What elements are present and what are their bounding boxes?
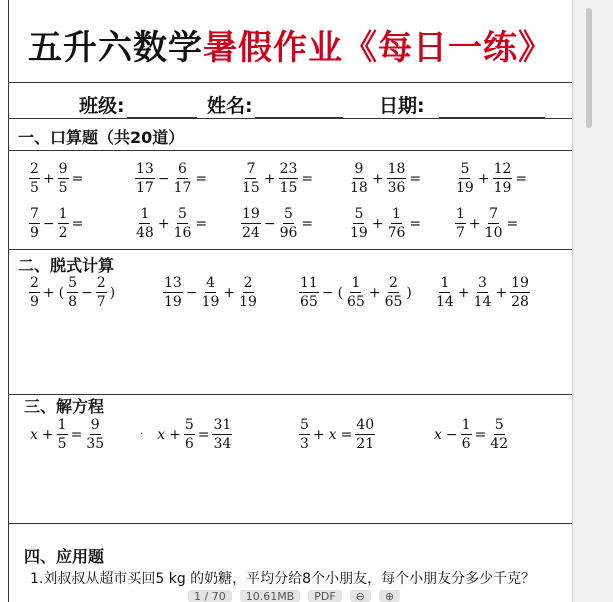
denominator: 5 xyxy=(57,436,67,452)
divider-info xyxy=(8,118,572,119)
operator: + xyxy=(495,284,508,301)
operator: − xyxy=(321,284,334,301)
denominator: 76 xyxy=(387,225,406,241)
fraction xyxy=(67,276,78,309)
date-label: 日期: xyxy=(379,95,425,117)
numerator: 5 xyxy=(494,417,504,433)
numerator: 19 xyxy=(242,206,260,222)
operator: + xyxy=(169,426,181,443)
operator: − xyxy=(81,284,93,301)
fraction xyxy=(58,207,69,240)
file-size: 10.61MB xyxy=(240,590,301,602)
title-text xyxy=(28,20,553,69)
fraction xyxy=(384,276,404,309)
variable: x xyxy=(157,426,166,443)
denominator: 5 xyxy=(30,180,39,196)
fraction xyxy=(238,276,258,309)
operator: = xyxy=(506,215,519,232)
page-title xyxy=(9,0,572,82)
fraction xyxy=(484,207,504,240)
operator: = xyxy=(71,215,84,232)
denominator: 14 xyxy=(473,294,492,310)
numerator: 13 xyxy=(136,161,154,177)
fraction xyxy=(201,276,221,309)
variable: x xyxy=(30,426,38,443)
fraction xyxy=(279,207,299,240)
numerator: 5 xyxy=(300,417,309,433)
denominator: 21 xyxy=(356,436,375,452)
numerator: 5 xyxy=(460,161,470,177)
fraction xyxy=(455,162,475,195)
numerator: 3 xyxy=(478,275,487,291)
fraction xyxy=(29,162,40,195)
operator: = xyxy=(70,426,83,443)
numerator: 2 xyxy=(30,275,39,291)
denominator: 18 xyxy=(350,180,368,196)
fraction xyxy=(435,276,455,309)
operator: − xyxy=(42,215,55,232)
numerator: 4 xyxy=(206,275,215,291)
denominator: 10 xyxy=(484,225,503,241)
operator: + xyxy=(263,170,276,187)
numerator: 1 xyxy=(57,417,67,433)
fraction xyxy=(163,276,183,309)
oral-expr-2 xyxy=(134,162,209,195)
denominator: 19 xyxy=(201,294,220,310)
denominator: 96 xyxy=(279,225,298,241)
denominator: 19 xyxy=(164,294,182,310)
fraction xyxy=(387,162,407,195)
viewer-toolbar xyxy=(188,590,400,602)
numerator: 40 xyxy=(356,417,375,433)
denominator: 34 xyxy=(213,436,232,452)
operator: = xyxy=(197,426,210,443)
section-oral-title: 一、口算题（共20道） xyxy=(18,128,185,147)
fraction xyxy=(387,207,407,240)
zoom-in-icon[interactable]: ⊕ xyxy=(379,590,400,602)
word-problem-1: 1.刘叔叔从超市买回5 kg 的奶糖，平均分给8个小朋友，每个小朋友分多少千克？ xyxy=(30,571,536,587)
denominator: 9 xyxy=(30,225,39,241)
divider-section1 xyxy=(8,150,572,151)
denominator: 3 xyxy=(300,436,309,452)
fraction xyxy=(299,276,319,309)
title-grade: 五升六数学 xyxy=(28,28,203,68)
operator: + xyxy=(368,284,381,301)
numerator: 5 xyxy=(354,206,364,222)
numerator: 5 xyxy=(178,206,187,222)
fraction xyxy=(29,276,40,309)
operator: = xyxy=(409,170,422,187)
operator: + xyxy=(468,215,481,232)
fraction xyxy=(349,162,369,195)
denominator: 19 xyxy=(239,294,257,310)
numerator: 2 xyxy=(243,275,253,291)
denominator: 28 xyxy=(511,294,529,310)
name-label: 姓名: xyxy=(207,95,253,117)
denominator: 19 xyxy=(456,180,474,196)
oral-expr-10 xyxy=(454,207,520,240)
equation-4 xyxy=(432,418,510,451)
operator: = xyxy=(195,215,208,232)
numerator: 7 xyxy=(489,206,499,222)
denominator: 8 xyxy=(68,294,78,310)
section-stepwise-title: 二、脱式计算 xyxy=(18,256,115,275)
denominator: 14 xyxy=(436,294,454,310)
fraction xyxy=(173,162,193,195)
oral-expr-3 xyxy=(240,162,315,195)
page-indicator: 1 / 70 xyxy=(188,590,232,602)
scrollbar-thumb[interactable] xyxy=(586,8,592,128)
numerator: 1 xyxy=(456,206,465,222)
fraction xyxy=(346,276,366,309)
denominator: 6 xyxy=(184,436,194,452)
section-equation-title: 三、解方程 xyxy=(24,397,105,416)
oral-expr-5 xyxy=(454,162,529,195)
denominator: 6 xyxy=(461,436,471,452)
operator: = xyxy=(195,170,208,187)
oral-expr-9 xyxy=(348,207,423,240)
operator: − xyxy=(263,215,276,232)
numerator: 18 xyxy=(387,161,406,177)
fraction xyxy=(349,207,369,240)
name-field xyxy=(207,91,343,118)
fraction xyxy=(241,207,261,240)
stepwise-expr-4 xyxy=(434,276,531,309)
zoom-out-icon[interactable]: ⊖ xyxy=(350,590,371,602)
numerator: 1 xyxy=(392,206,401,222)
fraction xyxy=(58,162,69,195)
fraction xyxy=(96,276,107,309)
variable: x xyxy=(328,426,337,443)
class-label: 班级: xyxy=(79,95,125,117)
denominator: 7 xyxy=(456,225,465,241)
numerator: 12 xyxy=(493,161,512,177)
operator: + xyxy=(477,170,490,187)
operator: = xyxy=(301,170,314,187)
fraction xyxy=(135,207,155,240)
numerator: 7 xyxy=(30,206,39,222)
section-word-problem-title: 四、应用题 xyxy=(24,547,105,566)
denominator: 42 xyxy=(490,436,509,452)
oral-expr-1 xyxy=(28,162,85,195)
fraction xyxy=(85,418,105,451)
numerator: 11 xyxy=(300,275,318,291)
numerator: 5 xyxy=(184,417,194,433)
operator: = xyxy=(515,170,528,187)
fraction xyxy=(493,162,513,195)
student-info-row xyxy=(9,83,572,118)
class-field xyxy=(79,91,197,118)
scrollbar[interactable] xyxy=(574,0,612,602)
oral-expr-4 xyxy=(348,162,423,195)
denominator: 7 xyxy=(96,294,106,310)
date-field xyxy=(379,91,545,118)
file-type: PDF xyxy=(308,590,341,602)
operator: ) xyxy=(406,284,412,301)
operator: ( xyxy=(337,284,344,301)
equation-3 xyxy=(298,418,376,451)
title-homework: 暑假作业《每日一练》 xyxy=(203,28,553,68)
fraction xyxy=(510,276,530,309)
fraction xyxy=(299,418,310,451)
oral-expr-7 xyxy=(134,207,209,240)
numerator: 1 xyxy=(58,206,68,222)
fraction xyxy=(173,207,193,240)
fraction xyxy=(279,162,299,195)
numerator: 9 xyxy=(90,417,100,433)
numerator: 1 xyxy=(351,275,361,291)
name-blank xyxy=(255,97,343,118)
operator: + xyxy=(457,284,470,301)
denominator: 15 xyxy=(242,180,260,196)
numerator: 19 xyxy=(511,275,529,291)
equation-1 xyxy=(28,418,106,451)
numerator: 23 xyxy=(279,161,298,177)
fraction xyxy=(241,162,261,195)
numerator: 5 xyxy=(68,275,78,291)
operator: = xyxy=(409,215,422,232)
fraction xyxy=(212,418,232,451)
operator: + xyxy=(42,170,55,187)
stepwise-expr-2 xyxy=(162,276,259,309)
denominator: 48 xyxy=(136,225,154,241)
stepwise-expr-3 xyxy=(298,276,414,309)
numerator: 1 xyxy=(440,275,450,291)
denominator: 2 xyxy=(58,225,68,241)
denominator: 36 xyxy=(387,180,406,196)
operator: ( xyxy=(58,284,65,301)
fraction xyxy=(57,418,68,451)
operator: + xyxy=(41,426,54,443)
oral-expr-8 xyxy=(240,207,315,240)
denominator: 17 xyxy=(173,180,192,196)
denominator: 35 xyxy=(86,436,105,452)
operator: − xyxy=(157,170,170,187)
operator: = xyxy=(301,215,314,232)
operator: = xyxy=(474,426,487,443)
numerator: 13 xyxy=(164,275,182,291)
stepwise-expr-1 xyxy=(28,276,117,309)
operator: + xyxy=(371,215,384,232)
numerator: 7 xyxy=(246,161,256,177)
operator: − xyxy=(185,284,198,301)
denominator: 17 xyxy=(136,180,154,196)
equation-marker: · xyxy=(140,429,144,440)
fraction xyxy=(473,276,493,309)
operator: + xyxy=(312,426,325,443)
fraction xyxy=(184,418,195,451)
operator: + xyxy=(157,215,170,232)
operator: = xyxy=(340,426,353,443)
fraction xyxy=(455,207,466,240)
numerator: 2 xyxy=(30,161,39,177)
denominator: 24 xyxy=(242,225,260,241)
denominator: 19 xyxy=(350,225,368,241)
denominator: 9 xyxy=(30,294,39,310)
denominator: 5 xyxy=(58,180,68,196)
fraction xyxy=(461,418,472,451)
numerator: 2 xyxy=(389,275,398,291)
fraction xyxy=(29,207,40,240)
denominator: 65 xyxy=(300,294,318,310)
fraction xyxy=(355,418,375,451)
operator: + xyxy=(223,284,236,301)
equation-2 xyxy=(140,418,233,451)
denominator: 16 xyxy=(173,225,192,241)
denominator: 65 xyxy=(384,294,403,310)
date-blank xyxy=(439,97,545,118)
denominator: 19 xyxy=(493,180,512,196)
numerator: 1 xyxy=(140,206,150,222)
class-blank xyxy=(127,97,197,118)
numerator: 31 xyxy=(213,417,232,433)
operator: − xyxy=(445,426,458,443)
fraction xyxy=(135,162,155,195)
variable: x xyxy=(434,426,442,443)
denominator: 65 xyxy=(347,294,365,310)
divider-section2 xyxy=(8,249,572,250)
operator: + xyxy=(371,170,384,187)
numerator: 9 xyxy=(354,161,364,177)
operator: = xyxy=(71,170,84,187)
operator: ) xyxy=(109,284,116,301)
denominator: 15 xyxy=(279,180,298,196)
numerator: 2 xyxy=(96,275,106,291)
numerator: 5 xyxy=(284,206,293,222)
numerator: 1 xyxy=(461,417,471,433)
divider-section4 xyxy=(8,523,572,524)
numerator: 6 xyxy=(178,161,187,177)
numerator: 9 xyxy=(58,161,68,177)
fraction xyxy=(489,418,509,451)
oral-expr-6 xyxy=(28,207,85,240)
operator: + xyxy=(42,284,55,301)
